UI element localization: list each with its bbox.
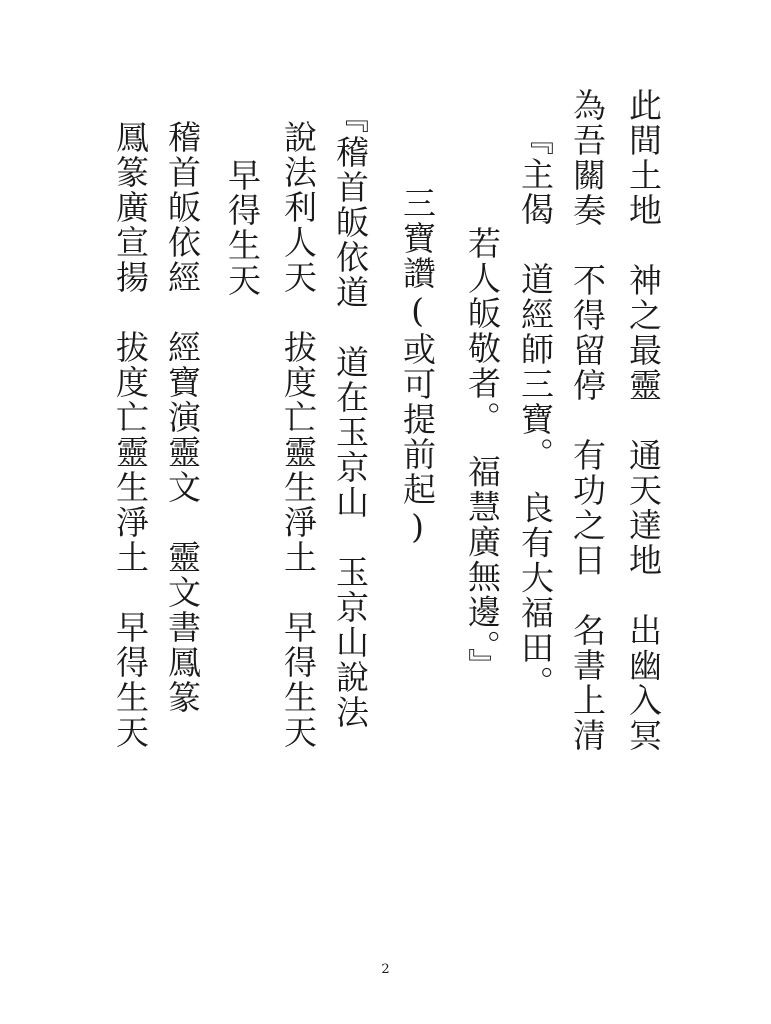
text-column-6: 『稽首皈依道 道在玉京山 玉京山說法 xyxy=(331,100,370,730)
text-column-9: 稽首皈依經 經寶演靈文 靈文書鳳篆 xyxy=(163,120,202,715)
text-column-8: 早得生天 xyxy=(223,158,262,298)
text-column-10: 鳳篆廣宣揚 拔度亡靈生淨土 早得生天 xyxy=(111,120,150,750)
text-column-4: 若人皈敬者。 福慧廣無邊。』 xyxy=(463,226,502,683)
section-heading: 三寶讚(或可提前起) xyxy=(398,186,437,548)
text-column-2: 為吾關奏 不得留停 有功之日 名書上清 xyxy=(568,88,607,753)
text-column-7: 說法利人天 拔度亡靈生淨土 早得生天 xyxy=(279,120,318,750)
text-column-3: 『主偈 道經師三寶。 良有大福田。 xyxy=(516,122,555,701)
text-column-1: 此間土地 神之最靈 通天達地 出幽入冥 xyxy=(624,88,663,753)
page-number: 2 xyxy=(381,962,390,977)
